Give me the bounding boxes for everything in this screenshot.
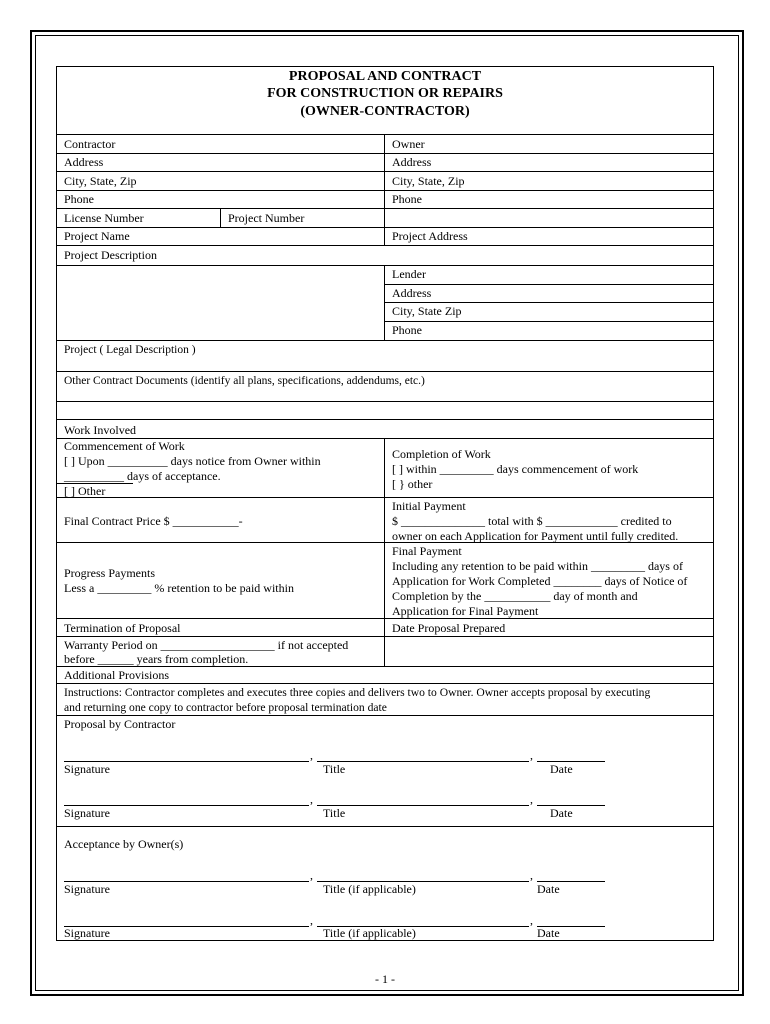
- date-label: Date: [537, 882, 560, 896]
- title-label: Title: [323, 762, 346, 776]
- initial-payment-line1: $ ______________ total with $ ____________ credited to: [392, 514, 672, 528]
- date-label: Date: [550, 806, 573, 820]
- completion-heading: Completion of Work: [392, 447, 491, 461]
- commencement-acceptance: __________ days of acceptance.: [64, 469, 221, 483]
- contract-form: [56, 66, 714, 941]
- additional-provisions-label: Additional Provisions: [64, 668, 170, 682]
- lender-city-label: City, State Zip: [392, 304, 462, 318]
- divider: [384, 439, 385, 498]
- commencement-other: [ ] Other: [64, 484, 106, 498]
- signature-label: Signature: [64, 806, 110, 820]
- project-description-label: Project Description: [64, 248, 157, 262]
- row-description-lender: [57, 246, 713, 341]
- row-legal: [57, 341, 713, 372]
- divider: [384, 265, 385, 341]
- lender-label: Lender: [392, 267, 426, 281]
- page-number: - 1 -: [375, 972, 395, 986]
- instructions-line2: and returning one copy to contractor before proposal termination date: [64, 701, 387, 714]
- project-legal-label: Project ( Legal Description ): [64, 344, 196, 356]
- comma: ,: [530, 868, 533, 882]
- row-work-involved: [57, 420, 713, 439]
- row-project-name: [57, 228, 713, 246]
- project-number-label: Project Number: [228, 211, 305, 225]
- termination-label: Termination of Proposal: [64, 621, 181, 635]
- row-blank: [57, 402, 713, 420]
- instructions-line1: Instructions: Contractor completes and executes three copies and delivers two to Owner. Owner accepts proposal by executing: [64, 686, 651, 699]
- final-payment-line4: Application for Final Payment: [392, 604, 539, 618]
- commencement-upon: [ ] Upon __________ days notice from Owner within: [64, 454, 321, 468]
- row-progress: [57, 543, 713, 619]
- other-docs-label: Other Contract Documents (identify all plans, specifications, addendums, etc.): [64, 375, 425, 387]
- signature-label: Signature: [64, 926, 110, 940]
- project-name-label: Project Name: [64, 229, 130, 243]
- divider: [384, 543, 385, 619]
- acceptance-by-owner: Acceptance by Owner(s): [64, 837, 184, 851]
- completion-within: [ ] within _________ days commencement of work: [392, 462, 639, 476]
- comma: ,: [310, 868, 313, 882]
- final-payment-line2: Application for Work Completed ________ days of Notice of: [392, 574, 688, 588]
- row-warranty: [57, 637, 713, 667]
- date-label: Date: [550, 762, 573, 776]
- comma: ,: [530, 748, 533, 762]
- row-commencement: [57, 439, 713, 498]
- title-line-1: PROPOSAL AND CONTRACT: [288, 69, 482, 84]
- title-block: [57, 67, 713, 135]
- contractor-label: Contractor: [64, 137, 116, 151]
- owner-address-label: Address: [392, 155, 432, 169]
- warranty-line1: Warranty Period on ___________________ if not accepted: [64, 638, 349, 652]
- license-number-label: License Number: [64, 211, 144, 225]
- owner-phone-label: Phone: [392, 192, 422, 206]
- row-instructions: [57, 684, 713, 716]
- final-payment-line3: Completion by the ___________ day of month and: [392, 589, 638, 603]
- title-if-applicable-label: Title (if applicable): [323, 926, 416, 940]
- lender-phone-label: Phone: [392, 323, 422, 337]
- contractor-title-line-1[interactable]: [317, 761, 529, 762]
- row-phone: [57, 191, 713, 209]
- date-label: Date: [537, 926, 560, 940]
- divider: [384, 154, 385, 172]
- divider: [384, 302, 713, 303]
- row-contractor: [57, 135, 713, 154]
- comma: ,: [530, 913, 533, 927]
- contractor-title-line-2[interactable]: [317, 805, 529, 806]
- section-acceptance: [57, 827, 713, 940]
- completion-other: [ } other: [392, 477, 433, 491]
- divider: [57, 265, 713, 266]
- comma: ,: [530, 792, 533, 806]
- commencement-heading: Commencement of Work: [64, 439, 185, 453]
- row-additional: [57, 667, 713, 684]
- title-if-applicable-label: Title (if applicable): [323, 882, 416, 896]
- comma: ,: [310, 792, 313, 806]
- divider: [220, 209, 221, 228]
- row-address: [57, 154, 713, 172]
- proposal-by-contractor: Proposal by Contractor: [64, 717, 176, 731]
- contractor-address-label: Address: [64, 155, 104, 169]
- contractor-city-label: City, State, Zip: [64, 174, 137, 188]
- divider: [384, 228, 385, 246]
- row-price: [57, 498, 713, 543]
- divider: [384, 191, 385, 209]
- divider: [384, 321, 713, 322]
- signature-label: Signature: [64, 762, 110, 776]
- initial-payment-heading: Initial Payment: [392, 499, 466, 513]
- date-prepared-label: Date Proposal Prepared: [392, 621, 506, 635]
- title-line-3: (OWNER-CONTRACTOR): [300, 104, 470, 119]
- divider: [384, 284, 713, 285]
- row-license: [57, 209, 713, 228]
- divider: [384, 172, 385, 191]
- progress-retention: Less a _________ % retention to be paid within: [64, 581, 294, 595]
- divider: [384, 135, 385, 154]
- divider: [384, 209, 385, 228]
- row-city: [57, 172, 713, 191]
- final-payment-heading: Final Payment: [392, 544, 462, 558]
- warranty-line2: before ______ years from completion.: [64, 652, 249, 666]
- divider: [384, 637, 385, 667]
- final-contract-price: Final Contract Price $ ___________-: [64, 514, 243, 528]
- progress-payments-heading: Progress Payments: [64, 566, 155, 580]
- section-proposal: [57, 716, 713, 827]
- work-involved-label: Work Involved: [64, 423, 137, 437]
- divider: [384, 498, 385, 543]
- final-payment-line1: Including any retention to be paid within _________ days of: [392, 559, 683, 573]
- title-line-2: FOR CONSTRUCTION OR REPAIRS: [267, 86, 503, 101]
- row-other-docs: [57, 372, 713, 402]
- project-address-label: Project Address: [392, 229, 468, 243]
- row-termination: [57, 619, 713, 637]
- initial-payment-line2: owner on each Application for Payment until fully credited.: [392, 529, 679, 543]
- lender-address-label: Address: [392, 286, 432, 300]
- contractor-phone-label: Phone: [64, 192, 94, 206]
- comma: ,: [310, 913, 313, 927]
- title-label: Title: [323, 806, 346, 820]
- divider: [384, 619, 385, 637]
- signature-label: Signature: [64, 882, 110, 896]
- comma: ,: [310, 748, 313, 762]
- owner-city-label: City, State, Zip: [392, 174, 465, 188]
- owner-label: Owner: [392, 137, 425, 151]
